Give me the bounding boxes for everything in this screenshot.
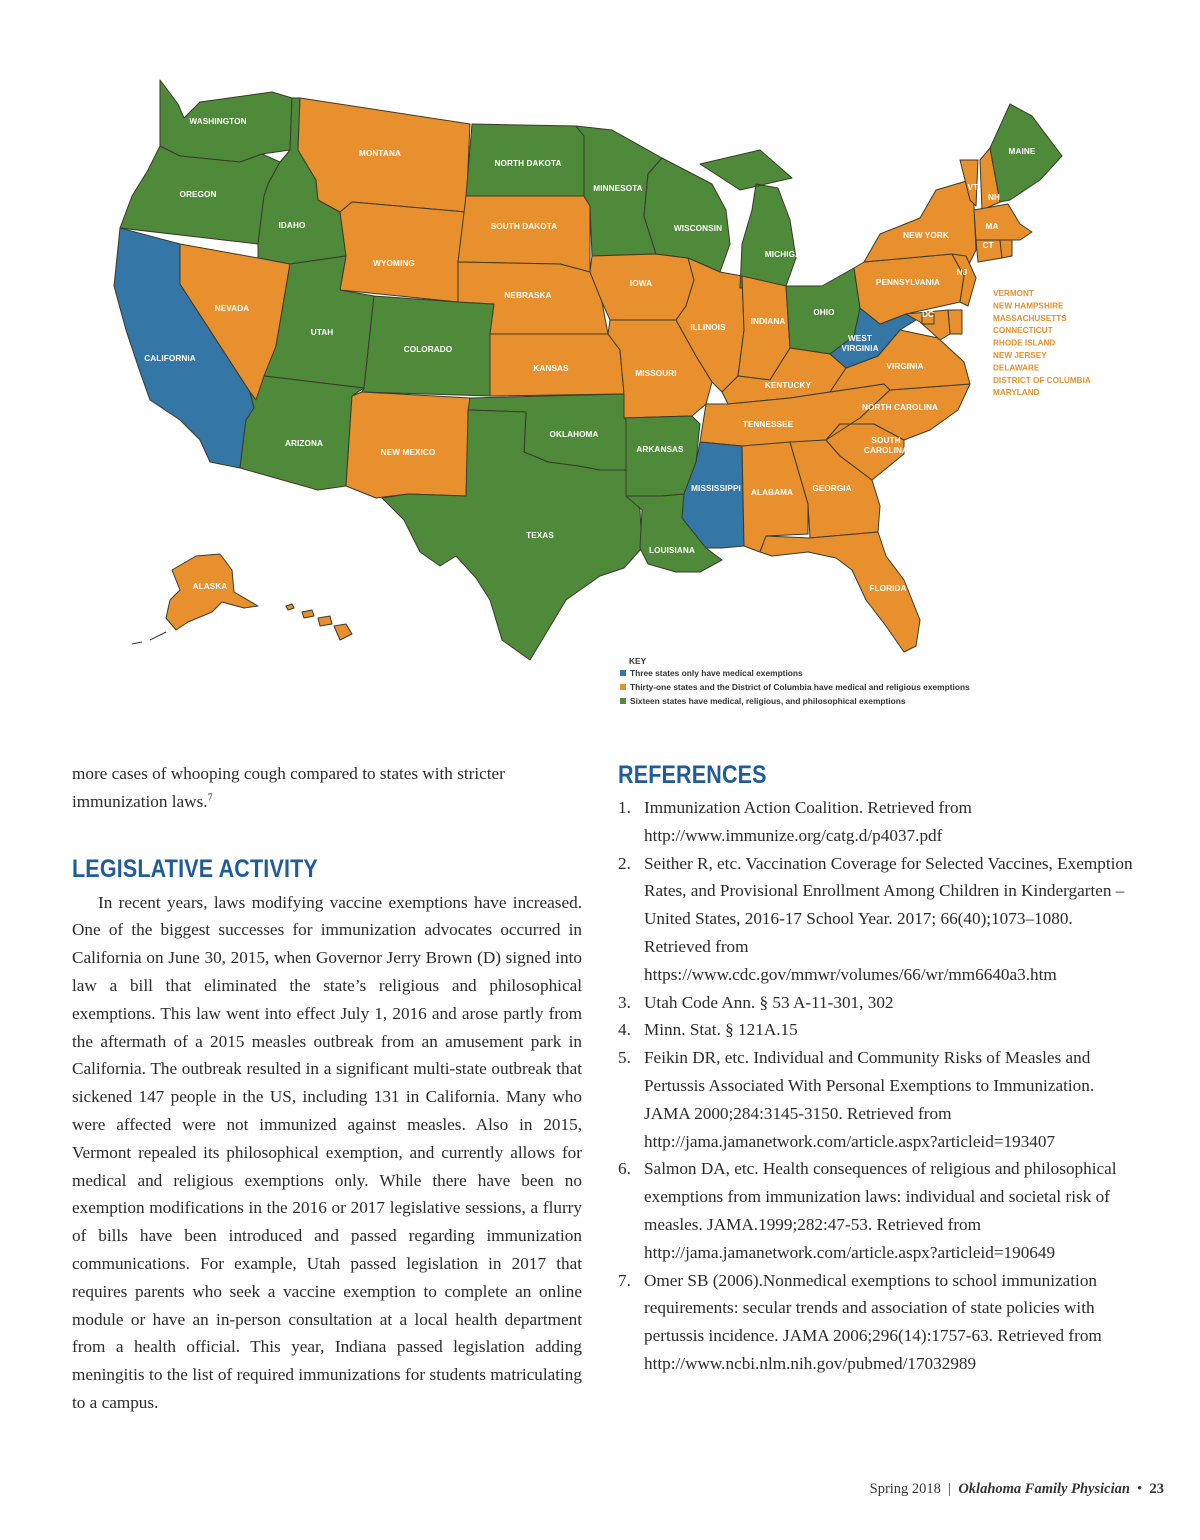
state-label-nj: NJ bbox=[956, 268, 968, 277]
northeast-list-item: MARYLAND bbox=[993, 388, 1040, 398]
reference-number: 6. bbox=[618, 1159, 631, 1179]
state-az bbox=[240, 376, 364, 490]
state-label-sd: SOUTH DAKOTA bbox=[490, 222, 558, 231]
reference-number: 1. bbox=[618, 798, 631, 817]
state-label-sc: SOUTH CAROLINA bbox=[863, 436, 909, 455]
footer-divider: | bbox=[944, 1481, 955, 1497]
reference-text: Omer SB (2006).Nonmedical exemptions to school immunization requirements: secular trends and association of state policies with pertussis incidence. JAMA 2006;296(14):1757-63. Retrieved from http://www.ncbi.nlm.nih.gov/pubmed/17032989 bbox=[644, 1270, 1102, 1373]
reference-item bbox=[618, 1155, 1138, 1266]
continuation-paragraph: more cases of whooping cough compared to states with stricter immunization laws.$^7$ bbox=[72, 764, 505, 811]
state-label-nc: NORTH CAROLINA bbox=[862, 403, 938, 412]
northeast-list-item: DELAWARE bbox=[993, 363, 1040, 373]
key-title: KEY bbox=[629, 656, 647, 666]
state-label-wy: WYOMING bbox=[373, 259, 415, 268]
state-label-ok: OKLAHOMA bbox=[549, 430, 599, 439]
state-label-mi: MICHIGAN bbox=[764, 250, 808, 259]
northeast-list-item: MASSACHUSETTS bbox=[993, 313, 1067, 323]
footer-page-number: 23 bbox=[1149, 1481, 1164, 1497]
left-column bbox=[72, 760, 582, 1417]
northeast-list-item: RHODE ISLAND bbox=[993, 338, 1056, 348]
state-label-va: VIRGINIA bbox=[886, 362, 924, 371]
state-label-il: ILLINOIS bbox=[690, 323, 726, 332]
state-label-tn: TENNESSEE bbox=[742, 420, 794, 429]
state-label-tx: TEXAS bbox=[526, 531, 554, 540]
state-label-oh: OHIO bbox=[813, 308, 835, 317]
reference-text: Feikin DR, etc. Individual and Community Risks of Measles and Pertussis Associated With Personal Exemptions to Immunization. JAMA 2000;284:3145-3150. Retrieved from http://jama.jamanetwork.com/article.aspx?articleid=193407 bbox=[644, 1048, 1095, 1151]
state-label-ga: GEORGIA bbox=[812, 484, 852, 493]
state-label-ms: MISSISSIPPI bbox=[691, 484, 741, 493]
reference-item bbox=[618, 1044, 1138, 1155]
northeast-list-item: NEW JERSEY bbox=[993, 351, 1047, 360]
state-label-me: MAINE bbox=[1008, 147, 1036, 156]
state-label-ny: NEW YORK bbox=[903, 231, 949, 240]
key-text-medical_only: Three states only have medical exemptions bbox=[630, 668, 803, 678]
citation-sup: 7 bbox=[207, 792, 213, 804]
state-label-mn: MINNESOTA bbox=[593, 184, 643, 193]
reference-number: 2. bbox=[618, 853, 631, 873]
reference-number: 3. bbox=[618, 992, 631, 1012]
state-label-id: IDAHO bbox=[278, 221, 306, 230]
state-label-ar: ARKANSAS bbox=[636, 445, 684, 454]
footer-season: Spring 2018 bbox=[869, 1481, 941, 1497]
state-label-ky: KENTUCKY bbox=[764, 381, 812, 390]
state-label-ia: IOWA bbox=[629, 279, 653, 288]
reference-number: 5. bbox=[618, 1048, 631, 1068]
state-label-nv: NEVADA bbox=[214, 304, 250, 313]
us-exemption-map bbox=[0, 0, 1200, 740]
reference-item bbox=[618, 1267, 1138, 1378]
reference-text: Immunization Action Coalition. Retrieved from http://www.immunize.org/catg.d/p4037.pdf bbox=[644, 798, 972, 845]
key-text-religious: Thirty-one states and the District of Columbia have medical and religious exemptions bbox=[630, 682, 970, 692]
state-label-vt: VT bbox=[967, 183, 979, 192]
reference-text: Utah Code Ann. § 53 A-11-301, 302 bbox=[644, 992, 894, 1012]
state-label-wv: WEST VIRGINIA bbox=[841, 334, 879, 353]
reference-item bbox=[618, 850, 1138, 989]
state-label-pa: PENNSYLVANIA bbox=[875, 278, 941, 287]
reference-number: 7. bbox=[618, 1270, 631, 1290]
state-sd bbox=[458, 196, 590, 272]
reference-text: Salmon DA, etc. Health consequences of religious and philosophical exemptions from immunization laws: individual and societal risk of measles. JAMA.1999;282:47-53. Retrieved from http://jama.jamanetwork.com/article.aspx?articleid=190649 bbox=[644, 1159, 1117, 1262]
reference-item bbox=[618, 989, 1138, 1017]
legislative-activity-heading: LEGISLATIVE ACTIVITY bbox=[72, 854, 318, 883]
reference-text: Minn. Stat. § 121A.15 bbox=[644, 1020, 798, 1040]
state-label-ma: MA bbox=[985, 222, 999, 231]
state-label-ak: ALASKA bbox=[192, 582, 228, 591]
references-list bbox=[618, 794, 1138, 1378]
right-column bbox=[618, 760, 1138, 1378]
state-ak bbox=[132, 554, 258, 644]
state-label-ne: NEBRASKA bbox=[504, 291, 552, 300]
state-label-az: ARIZONA bbox=[285, 439, 323, 448]
state-label-mo: MISSOURI bbox=[635, 369, 677, 378]
footer-bullet: • bbox=[1133, 1481, 1146, 1497]
state-label-ks: KANSAS bbox=[533, 364, 569, 373]
northeast-list-item: VERMONT bbox=[993, 289, 1034, 298]
state-label-ut: UTAH bbox=[310, 328, 334, 337]
state-label-wi: WISCONSIN bbox=[673, 224, 723, 233]
state-label-nh: NH bbox=[987, 193, 1001, 202]
reference-item bbox=[618, 1016, 1138, 1044]
key-swatch-religious bbox=[620, 684, 626, 690]
state-label-al: ALABAMA bbox=[750, 488, 794, 497]
state-label-la: LOUISIANA bbox=[649, 546, 695, 555]
state-label-hi: HAWAII bbox=[303, 632, 333, 641]
state-label-dc: DC bbox=[921, 310, 935, 319]
reference-text: Seither R, etc. Vaccination Coverage for Selected Vaccines, Exemption Rates, and Provisional Enrollment Among Children in Kindergarten – United States, 2016-17 School Year. 2017; 66(40);1073–1080. Retrieved from https://www.cdc.gov/mmwr/volumes/66/wr/mm6640a3.htm bbox=[644, 853, 1133, 984]
reference-number: 4. bbox=[618, 1020, 631, 1040]
legislative-activity-body: In recent years, laws modifying vaccine exemptions have increased. One of the biggest successes for immunization advocates occurred in California on June 30, 2015, when Governor Jerry Brown (D) signed into law a bill that eliminated the state’s religious and philosophical exemptions. This law went into effect July 1, 2016 and arose partly from the aftermath of a 2015 measles outbreak from an amusement park in California. The outbreak resulted in a significant multi-state outbreak that sickened 147 people in the US, including 131 in California. Many who were affected were not immunized against measles. Also in 2015, Vermont repealed its philosophical exemption, and currently allows for medical and religious exemptions only. While there have been no exemption modifications in the 2016 or 2017 legislative sessions, a flurry of bills have been introduced and passed regarding immunization communications. For example, Utah passed legislation in 2017 that requires parents who seek a vaccine exemption to complete an online module or have an in-person consultation at a local health department from a health official. This year, Indiana passed legislation adding meningitis to the list of required immunizations for students matriculating to a campus. bbox=[72, 892, 582, 1412]
state-label-or: OREGON bbox=[179, 190, 217, 199]
state-label-ct: CT bbox=[982, 241, 994, 250]
state-label-in: INDIANA bbox=[750, 317, 786, 326]
state-label-ca: CALIFORNIA bbox=[144, 354, 196, 363]
state-label-wa: WASHINGTON bbox=[189, 117, 247, 126]
northeast-list-item: DISTRICT OF COLUMBIA bbox=[993, 375, 1091, 385]
key-swatch-medical_only bbox=[620, 670, 626, 676]
state-label-mt: MONTANA bbox=[359, 149, 401, 158]
state-label-nm: NEW MEXICO bbox=[380, 448, 436, 457]
state-ri bbox=[1000, 240, 1012, 258]
state-wy bbox=[340, 202, 466, 302]
key-swatch-philosophical bbox=[620, 698, 626, 704]
key-text-philosophical: Sixteen states have medical, religious, and philosophical exemptions bbox=[630, 696, 906, 706]
footer-publication: Oklahoma Family Physician bbox=[958, 1481, 1130, 1497]
state-nm bbox=[346, 392, 470, 498]
page-footer bbox=[870, 1481, 1164, 1498]
references-heading: REFERENCES bbox=[618, 761, 767, 789]
northeast-list-item: CONNECTICUT bbox=[993, 326, 1053, 336]
state-ma bbox=[974, 204, 1032, 240]
reference-item bbox=[618, 794, 1138, 850]
state-label-fl: FLORIDA bbox=[869, 584, 907, 593]
state-label-nd: NORTH DAKOTA bbox=[494, 159, 562, 168]
northeast-list-item: NEW HAMPSHIRE bbox=[993, 301, 1064, 311]
state-label-co: COLORADO bbox=[403, 345, 453, 354]
